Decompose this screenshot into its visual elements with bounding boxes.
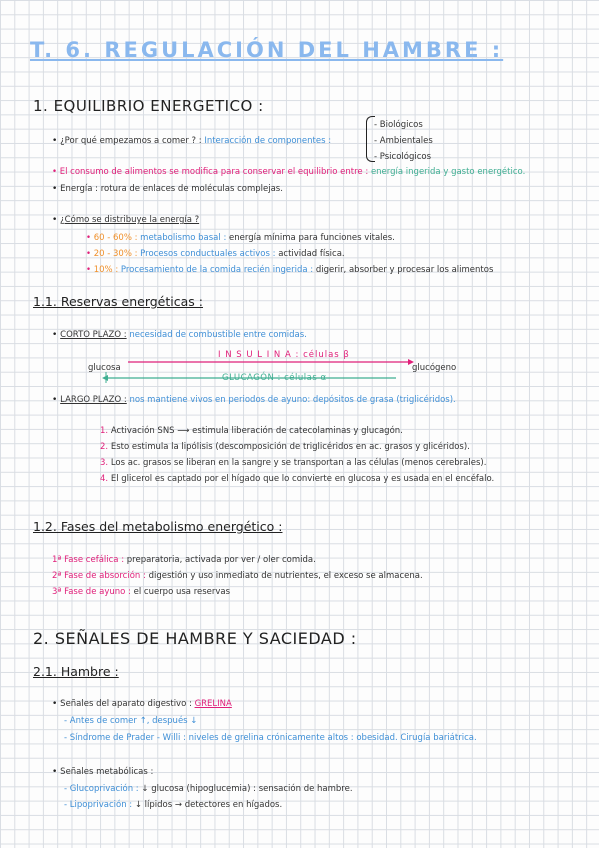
phase-name: 1ª Fase cefálica : [52,555,125,565]
step-number: 1. [100,426,109,436]
step-number: 4. [100,474,109,484]
phase-item [52,555,316,565]
step-detail: estimula liberación de catecolaminas y glucagón. [192,426,403,436]
p1-highlight: energía ingerida y gasto energético. [370,167,526,177]
short-term-label: CORTO PLAZO : [60,330,127,340]
digestive-item: - Antes de comer ↑, después ↓ [64,716,198,726]
page-title: T. 6. REGULACIÓN DEL HAMBRE : [30,38,504,62]
p1-text: El consumo de alimentos se modifica para conservar el equilibrio entre : [59,167,369,177]
glucagon-text: GLUCAGÓN : células α [222,373,327,383]
p1-row: • El consumo de alimentos se modifica para conservar el equilibrio entre : energía ingerida y gasto energético. [52,167,526,177]
step-detail: (descomposición de triglicéridos en ac. grasos y glicéridos). [215,442,470,452]
p2-label: Energía : [60,184,99,194]
phase-name: 3ª Fase de ayuno : [52,587,131,597]
metabolic-item-value: ↓ lípidos → detectores en hígados. [134,800,283,810]
dist-name: Procesamiento de la comida recién ingerida : [120,265,314,275]
dist-desc: digerir, absorber y procesar los alimentos [315,265,494,275]
digestive-item-text: Antes de comer ↑, después ↓ [69,716,198,726]
dist-item: • 20 - 30% : Procesos conductuales activos : actividad física. [86,249,345,259]
component-biologicos: - Biológicos [374,120,423,130]
q1-text: ¿Por qué empezamos a comer ? : [60,136,202,146]
metabolic-signals-row: • Señales metabólicas : [52,767,154,777]
step-text: Esto estimula la lipólisis [110,442,213,452]
p2-text: rotura de enlaces de moléculas complejas. [100,184,283,194]
metabolic-item-key: Lipoprivación : [69,800,133,810]
dist-item: • 10% : Procesamiento de la comida recién ingerida : digerir, absorber y procesar los alimentos [86,265,494,275]
step-detail: (menos cerebrales). [401,458,487,468]
step-item [100,474,494,484]
dist-name: Procesos conductuales activos : [140,249,276,259]
phase-text: digestión y uso inmediato de nutrientes, el exceso se almacena. [148,571,423,581]
step-item [100,458,486,468]
long-term-label: LARGO PLAZO : [60,395,127,405]
dist-item: • 60 - 60% : metabolismo basal : energía mínima para funciones vitales. [86,233,395,243]
short-term-text: necesidad de combustible entre comidas. [129,330,307,340]
phase-name: 2ª Fase de absorción : [52,571,146,581]
q1-answer: Interacción de componentes : [204,136,332,146]
digestive-signals-label: Señales del aparato digestivo : [60,699,192,709]
q2-row: • ¿Cómo se distribuye la energía ? [52,215,200,225]
step-item [100,442,470,452]
step-text: El glicerol es captado por el hígado que lo convierte en glucosa y es usada en el encéfalo. [110,474,495,484]
metabolic-item: - Glucoprivación : ↓ glucosa (hipoglucemia) : sensación de hambre. [64,784,353,794]
phase-item [52,571,423,581]
step-number: 3. [100,458,109,468]
long-term-text: nos mantiene vivos en periodos de ayuno: depósitos de grasa (triglicéridos). [129,395,456,405]
short-term-row: • CORTO PLAZO : necesidad de combustible entre comidas. [52,330,307,340]
metabolic-item-key: Glucoprivación : [69,784,139,794]
section-2-1-heading: 2.1. Hambre : [33,664,119,679]
section-1-2-heading: 1.2. Fases del metabolismo energético : [33,519,283,534]
metabolic-item-value: ↓ glucosa (hipoglucemia) : sensación de hambre. [141,784,353,794]
dist-pct: 60 - 60% : [93,233,138,243]
p2-row: • Energía : rotura de enlaces de moléculas complejas. [52,184,283,194]
metabolic-signals-label: Señales metabólicas : [60,767,154,777]
phase-item [52,587,230,597]
glucogeno-label: glucógeno [412,363,457,373]
digestive-item-text: Síndrome de Prader - Willi : niveles de grelina crónicamente altos : obesidad. Cirugía bariátrica. [69,733,477,743]
glucosa-label: glucosa [88,363,121,373]
insulina-arrowhead [408,359,414,365]
step-text: Activación SNS [110,426,175,436]
dist-desc: actividad física. [278,249,345,259]
digestive-signals-row: • Señales del aparato digestivo : GRELINA [52,699,232,709]
glucagon-arrowhead [102,375,108,381]
dist-name: metabolismo basal : [140,233,227,243]
component-psicologicos: - Psicológicos [374,152,432,162]
section-1-heading: 1. EQUILIBRIO ENERGETICO : [33,97,264,115]
dist-desc: energía mínima para funciones vitales. [229,233,395,243]
phase-text: preparatoria, activada por ver / oler comida. [126,555,316,565]
component-ambientales: - Ambientales [374,136,433,146]
glucagon-label [222,373,327,383]
section-2-heading: 2. SEÑALES DE HAMBRE Y SACIEDAD : [33,629,357,648]
step-number: 2. [100,442,109,452]
dist-pct: 10% : [93,265,119,275]
step-item: 1. Activación SNS ⟶ estimula liberación de catecolaminas y glucagón. [100,426,403,436]
insulina-text: I N S U L I N A : células β [218,350,350,360]
q1-row: • ¿Por qué empezamos a comer ? : Interacción de componentes : [52,136,332,146]
grelina-tag: GRELINA [194,699,232,709]
step-text: Los ac. grasos se liberan en la sangre y se transportan a las células [110,458,399,468]
metabolic-item: - Lipoprivación : ↓ lípidos → detectores en hígados. [64,800,283,810]
digestive-item: - Síndrome de Prader - Willi : niveles de grelina crónicamente altos : obesidad. Cirugía bariátrica. [64,733,477,743]
section-1-1-heading: 1.1. Reservas energéticas : [33,294,203,309]
q2-text: ¿Cómo se distribuye la energía ? [60,215,200,225]
long-term-row: • LARGO PLAZO : nos mantiene vivos en periodos de ayuno: depósitos de grasa (triglicéridos). [52,395,456,405]
phase-text: el cuerpo usa reservas [133,587,231,597]
dist-pct: 20 - 30% : [93,249,138,259]
